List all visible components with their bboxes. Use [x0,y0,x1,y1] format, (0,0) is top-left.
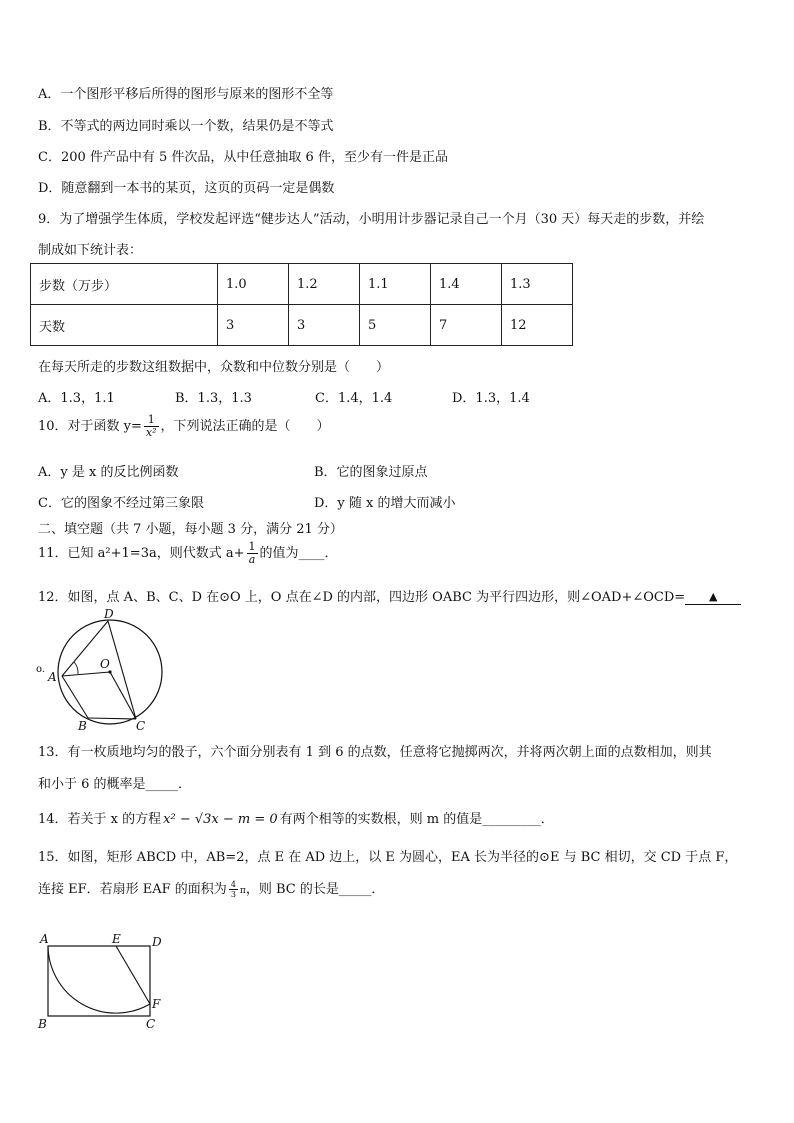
q11-stem [38,541,338,566]
label-c: C [146,1017,156,1031]
steps-table [30,263,573,346]
q15-rectangle-figure [34,930,174,1032]
rectangle-abcd [48,946,150,1016]
q10-option-c: C．它的图象不经过第三象限 [38,496,204,511]
answer-blank [685,590,741,605]
segment-dc [108,621,136,719]
q11-post: 的值为____． [259,546,338,561]
q12-circle-figure [34,604,174,732]
label-b: B [38,1017,47,1031]
q12-text: 12．如图，点 A、B、C、D 在⊙O 上，O 点在∠D 的内部，四边形 OABC 为平行四边形，则∠OAD+∠OCD= [38,590,686,605]
q9-option-d: D．1.3，1.4 [452,391,530,406]
q11-fraction [247,541,258,566]
q10-option-b: B．它的图象过原点 [314,465,428,480]
q9-stem-line1: 9．为了增强学生体质，学校发起评选“健步达人”活动，小明用计步器记录自己一个月（30 天）每天走的步数，并绘 [38,212,705,227]
fraction-denominator: a [248,553,256,566]
fraction-numerator: 1 [144,414,159,427]
q10-options-row2 [38,492,538,511]
q15-line2 [38,878,384,899]
q8-option-b: B．不等式的两边同时乘以一个数，结果仍是不等式 [38,119,334,134]
q15-line2-pre: 连接 EF．若扇形 EAF 的面积为 [38,882,227,897]
fraction-denominator: 3 [230,890,236,899]
q10-option-d: D．y 随 x 的增大而减小 [314,496,456,511]
q9-question: 在每天所走的步数这组数据中，众数和中位数分别是（ ） [38,360,390,375]
q11-pre: 11．已知 a²+1=3a，则代数式 a+ [38,546,245,561]
label-e: E [112,932,121,946]
table-cell: 12 [502,305,573,346]
label-b: B [78,719,87,732]
q13-line1: 13．有一枚质地均匀的骰子，六个面分别表有 1 到 6 的点数，任意将它抛掷两次，并将两次朝上面的点数相加，则其 [38,745,712,760]
table-cell: 步数（万步） [31,264,218,305]
label-o: O [100,657,110,671]
table-cell: 7 [431,305,502,346]
q9-options [38,387,598,406]
q8-option-a: A．一个图形平移后所得的图形与原来的图形不全等 [38,87,334,102]
segment-oc [110,672,136,719]
q9-option-a: A．1.3，1.1 [38,391,115,406]
label-d: D [152,935,162,949]
q10-stem [38,414,330,439]
arc-af [48,946,150,1013]
segment-ab [62,676,88,718]
q10-options-row1 [38,461,538,480]
q14-post: 有两个相等的实数根，则 m 的值是_________． [279,812,554,827]
q10-fraction [144,414,159,439]
q10-option-a: A．y 是 x 的反比例函数 [38,465,179,480]
table-row [31,264,573,305]
q9-option-b: B．1.3，1.3 [175,391,252,406]
q10-stem-pre: 10．对于函数 y= [38,419,142,434]
table-cell: 天数 [31,305,218,346]
table-cell: 1.4 [431,264,502,305]
angle-arc [74,662,78,674]
table-cell: 3 [218,305,289,346]
label-a: A [48,670,57,684]
table-cell: 1.3 [502,264,573,305]
table-cell: 3 [289,305,360,346]
q9-option-c: C．1.4，1.4 [315,391,393,406]
q13-line2: 和小于 6 的概率是_____． [38,777,192,792]
label-prefix: o. [36,664,46,675]
segment-ef [116,946,150,1004]
q14-pre: 14．若关于 x 的方程 [38,812,162,827]
label-f: F [152,997,161,1011]
fraction-denominator: x² [145,426,157,439]
label-c: C [136,719,146,732]
table-cell: 1.1 [360,264,431,305]
fraction-numerator: 1 [248,540,256,553]
segment-bc [88,718,136,719]
section-heading: 二、填空题（共 7 小题，每小题 3 分，满分 21 分） [38,522,343,537]
label-a: A [40,932,49,946]
table-cell: 1.0 [218,264,289,305]
q8-option-d: D．随意翻到一本书的某页，这页的页码一定是偶数 [38,181,335,196]
q9-stem-line2: 制成如下统计表： [38,243,143,258]
answer-marker: ▲ [708,590,718,603]
q14-equation: x² − √3x − m = 0 [163,812,278,827]
q15-line2-post: ，则 BC 的长是_____． [245,882,385,897]
table-cell: 5 [360,305,431,346]
q10-stem-post: ，下列说法正确的是（ ） [160,419,330,434]
pi-symbol: π [239,886,246,896]
label-d: D [104,607,114,621]
q14-stem [38,808,554,827]
q12-stem [38,586,741,605]
table-row [31,305,573,346]
table-cell: 1.2 [289,264,360,305]
fraction-numerator: 4 [230,880,236,889]
q15-fraction [229,880,238,899]
q15-line1: 15．如图，矩形 ABCD 中，AB=2，点 E 在 AD 边上，以 E 为圆心，EA 长为半径的⊙E 与 BC 相切，交 CD 于点 F， [38,850,738,865]
segment-ao [62,672,110,676]
q8-option-c: C．200 件产品中有 5 件次品，从中任意抽取 6 件，至少有一件是正品 [38,150,448,165]
